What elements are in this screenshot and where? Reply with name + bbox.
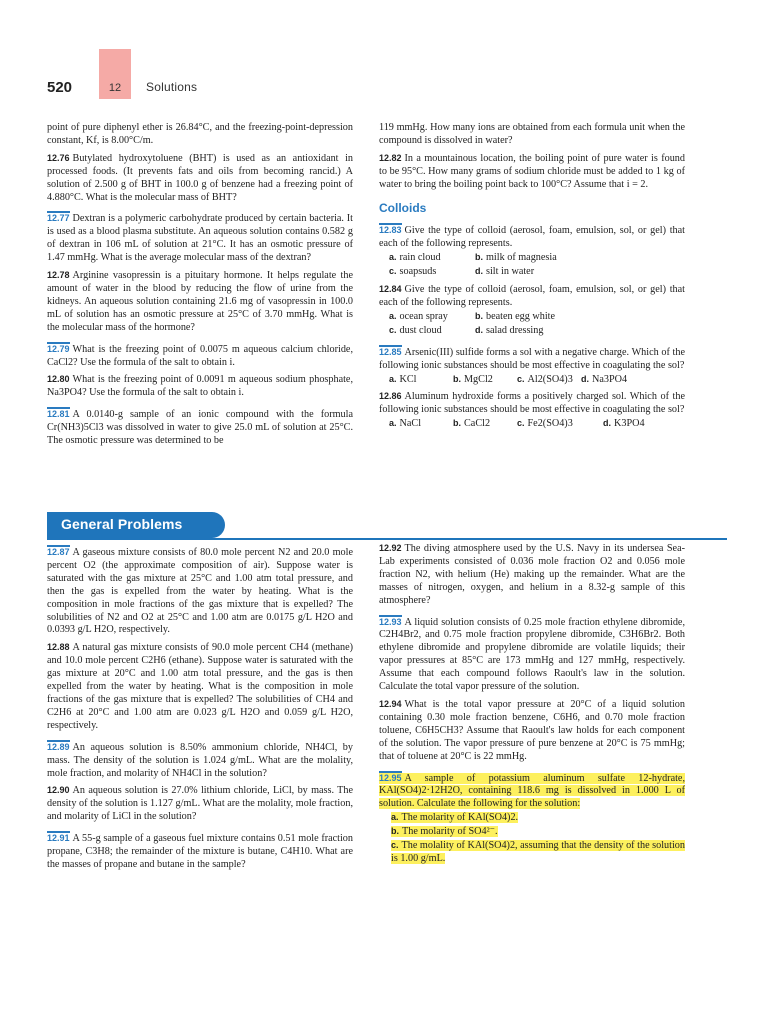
options-row: a. KCl b. MgCl2 c. Al2(SO4)3 d. Na3PO4 <box>389 373 628 385</box>
problem-12-84: 12.84 Give the type of colloid (aerosol, foam, emulsion, sol, or gel) that each of the following represents. <box>379 284 685 308</box>
problem-12-85: 12.85 Arsenic(III) sulfide forms a sol with a negative charge. Which of the following ionic substances should be most effective in coagulating the sol? <box>379 346 685 371</box>
page-number: 520 <box>47 79 73 96</box>
chapter-number: 12 <box>108 82 122 94</box>
problem-12-92: 12.92 The diving atmosphere used by the U.S. Navy in its undersea Sea-Lab experiments consisted of 0.036 mole fraction O2 and 0.056 mole fraction N2, with helium (He) making up the remainder. What are the masses of nitrogen, oxygen, and helium in a 8.32-g sample of this atmosphere? <box>379 543 685 606</box>
problem-12-82: 12.82 In a mountainous location, the boiling point of pure water is found to be 95°C. How many grams of sodium chloride must be added to 1 kg of water to bring the boiling point back to 100°C? Assume that i = 2. <box>379 152 685 190</box>
highlighted-problem: 12.95 A sample of potassium aluminum sulfate 12-hydrate, KAl(SO4)2·12H2O, containing 118.6 mg is dissolved in 1.000 L of solution. Calculate the following for the solution: <box>379 772 685 810</box>
problem-12-94: 12.94 What is the total vapor pressure at 20°C of a liquid solution containing 0.30 mole fraction benzene, C6H6, and 0.70 mole fraction toluene, C6H5CH3? Assume that Raoult's law holds for each component of the solution. The vapor pressure of pure benzene at 20°C is 75 mmHg; that of toluene at 20°C is 22 mmHg. <box>379 698 685 762</box>
section-rule <box>47 538 727 540</box>
options-row: a. ocean spray b. beaten egg white <box>389 310 556 322</box>
subquestion-c: c. The molality of KAl(SO4)2, assuming that the density of the solution is 1.00 g/mL. <box>391 840 685 864</box>
options-row: a. rain cloud b. milk of magnesia <box>389 252 557 264</box>
problem-continuation-right: 119 mmHg. How many ions are obtained from each formula unit when the compound is dissolved in water? <box>379 122 685 146</box>
problem-12-78: 12.78 Arginine vasopressin is a pituitary hormone. It helps regulate the amount of water in the blood by reducing the flow of urine from the kidneys. An aqueous solution containing 21.6 mg of vasopressin in 100.0 mL of solution has an osmotic pressure at 25°C of 3.70 mmHg. What is the molecular mass of the hormone? <box>47 270 353 333</box>
options-row: c. soapsuds d. silt in water <box>389 266 535 278</box>
problem-continuation: point of pure diphenyl ether is 26.84°C, and the freezing-point-depression constant, Kf, is 8.00°C/m. <box>47 122 353 146</box>
problem-12-89: 12.89 An aqueous solution is 8.50% ammonium chloride, NH4Cl, by mass. The density of the solution is 1.024 g/mL. What are the molality, mole fraction, and molarity of NH4Cl in the solution? <box>47 741 353 779</box>
problem-12-91: 12.91 A 55-g sample of a gaseous fuel mixture contains 0.51 mole fraction propane, C3H8; the remainder of the mixture is butane, C4H10. What are the masses of propane and butane in the sample? <box>47 833 353 870</box>
section-title: General Problems <box>61 516 183 532</box>
colloids-heading: Colloids <box>379 200 427 215</box>
problem-12-76: 12.76 Butylated hydroxytoluene (BHT) is used as an antioxidant in processed foods. (It prevents fats and oils from becoming rancid.) A solution of 2.500 g of BHT in 100.0 g of benzene had a freezing point of 4.880°C. What is the molecular mass of BHT? <box>47 152 353 203</box>
problem-12-95 <box>379 772 685 812</box>
right-column-bottom <box>379 542 685 866</box>
left-column-bottom <box>47 546 353 876</box>
chapter-title: Solutions <box>146 80 198 94</box>
right-column-top <box>379 122 685 431</box>
problem-12-83: 12.83 Give the type of colloid (aerosol, foam, emulsion, sol, or gel) that each of the following represents. <box>379 225 685 250</box>
problem-12-90: 12.90 An aqueous solution is 27.0% lithium chloride, LiCl, by mass. The density of the solution is 1.127 g/mL. What are the molality, mole fraction, and molarity of LiCl in the solution? <box>47 785 353 823</box>
problem-12-88: 12.88 A natural gas mixture consists of 90.0 mole percent CH4 (methane) and 10.0 mole percent C2H6 (ethane). Suppose water is saturated with the gas mixture at 20°C and 1.00 atm total pressure, and the gas is then expelled from the water by heating. What is the composition in mole fractions of the gas mixture that is expelled? The solubilities of CH4 and C2H6 at 20°C and 1.00 atm are 0.023 g/L H2O and 0.059 g/L H2O, respectively. <box>47 642 353 731</box>
problem-12-93: 12.93 A liquid solution consists of 0.25 mole fraction ethylene dibromide, C2H4Br2, and 0.75 mole fraction propylene dibromide, C3H6Br2. Both ethylene dibromide and propylene dibromide are volatile liquids; their vapor pressures at 85°C are 173 mmHg and 127 mmHg, respectively. Assume that each compound follows Raoult's law in the solution. Calculate the total vapor pressure of the solution. <box>379 616 685 693</box>
options-row: c. dust cloud d. salad dressing <box>389 324 544 336</box>
subquestion-b: b. The molarity of SO4²⁻. <box>391 826 498 838</box>
problem-12-81: 12.81 A 0.0140-g sample of an ionic compound with the formula Cr(NH3)5Cl3 was dissolved in water to give 25.0 mL of solution at 25°C. The osmotic pressure was determined to be <box>47 409 353 447</box>
problem-12-86: 12.86 Aluminum hydroxide forms a positively charged sol. Which of the following ionic substances should be most effective in coagulating the sol? <box>379 391 685 416</box>
problem-12-87: 12.87 A gaseous mixture consists of 80.0 mole percent N2 and 20.0 mole percent O2 (the approximate composition of air). Suppose water is saturated with the gas mixture at 25°C and 1.00 atm total pressure, and then the gas is expelled from the water by heating. What is the composition in mole fractions of the gas mixture that is expelled? The solubilities of N2 and O2 at 25°C and 1.00 atm are 0.0175 g/L H2O and 0.0393 g/L H2O, respectively. <box>47 547 353 636</box>
problem-12-79: 12.79 What is the freezing point of 0.0075 m aqueous calcium chloride, CaCl2? Use the formula of the salt to obtain i. <box>47 343 353 368</box>
problem-12-80: 12.80 What is the freezing point of 0.0091 m aqueous sodium phosphate, Na3PO4? Use the formula of the salt to obtain i. <box>47 374 353 399</box>
problem-12-77: 12.77 Dextran is a polymeric carbohydrate produced by certain bacteria. It is used as a blood plasma substitute. An aqueous solution contains 0.582 g of dextran in 106 mL of solution at 21°C. It has an osmotic pressure of 1.47 mmHg. What is the average molecular mass of the dextran? <box>47 213 353 264</box>
options-row: a. NaCl b. CaCl2 c. Fe2(SO4)3 d. K3PO4 <box>389 418 645 430</box>
subquestion-a: a. The molarity of KAl(SO4)2. <box>391 812 519 824</box>
left-column-top <box>47 122 353 452</box>
